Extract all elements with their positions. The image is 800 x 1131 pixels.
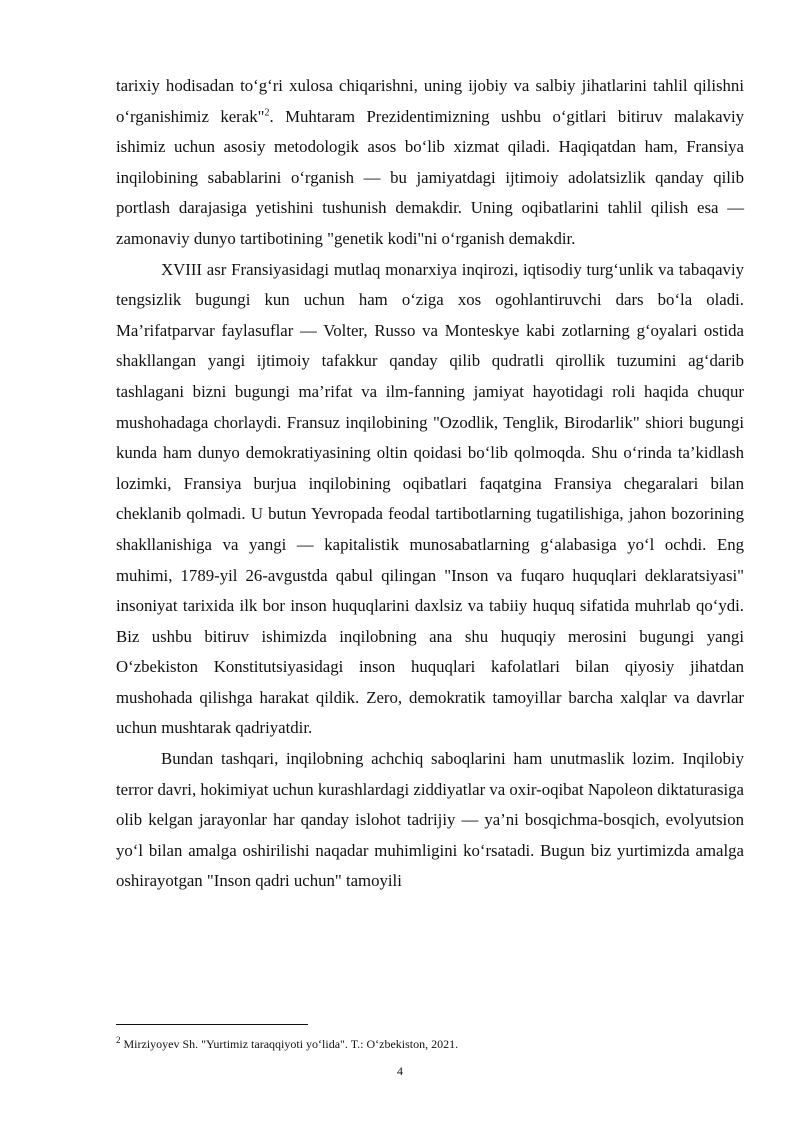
body-text: [116, 71, 744, 897]
footnote-number: 2: [116, 1035, 121, 1045]
paragraph-2: XVIII asr Fransiyasidagi mutlaq monarxiya inqirozi, iqtisodiy turg‘unlik va tabaqaviy tengsizlik bugungi kun uchun ham o‘ziga xos ogohlantiruvchi dars bo‘la oladi. Ma’rifatparvar faylasuflar — Volter, Russo va Monteskye kabi zotlarning g‘oyalari ostida shakllangan yangi ijtimoiy tafakkur qanday qilib qudratli qirollik tuzumini ag‘darib tashlagani bizni bugungi ma’rifat va ilm-fanning jamiyat hayotidagi roli haqida chuqur mushohadaga chorlaydi. Fransuz inqilobining "Ozodlik, Tenglik, Birodarlik" shiori bugungi kunda ham dunyo demokratiyasining oltin qoidasi bo‘lib qolmoqda. Shu o‘rinda ta’kidlash lozimki, Fransiya burjua inqilobining oqibatlari faqatgina Fransiya chegaralari bilan cheklanib qolmadi. U butun Yevropada feodal tartibotlarning tugatilishiga, jahon bozorining shakllanishiga va yangi — kapitalistik munosabatlarning g‘alabasiga yo‘l ochdi. Eng muhimi, 1789-yil 26-avgustda qabul qilingan "Inson va fuqaro huquqlari deklaratsiyasi" insoniyat tarixida ilk bor inson huquqlarini daxlsiz va tabiiy huquq sifatida muhrlab qo‘ydi. Biz ushbu bitiruv ishimizda inqilobning ana shu huquqiy merosini bugungi yangi O‘zbekiston Konstitutsiyasidagi inson huquqlari kafolatlari bilan qiyosiy jihatdan mushohada qilishga harakat qildik. Zero, demokratik tamoyillar barcha xalqlar va davrlar uchun mushtarak qadriyatdir.: [116, 259, 744, 738]
footnote-text: Mirziyoyev Sh. "Yurtimiz taraqqiyoti yo‘lida". T.: O‘zbekiston, 2021.: [123, 1037, 459, 1051]
footnote-separator: [116, 1024, 308, 1025]
paragraph-1-text-before-ref: tarixiy hodisadan to‘g‘ri xulosa chiqarishni, uning ijobiy va salbiy jihatlarini tahlil qilishni o‘rganishimiz kerak": [116, 76, 744, 126]
footnote: [116, 1036, 744, 1052]
paragraph-1-text-after-ref: . Muhtaram Prezidentimizning ushbu o‘gitlari bitiruv malakaviy ishimiz uchun asosiy metodologik asos bo‘lib xizmat qiladi. Haqiqatdan ham, Fransiya inqilobining sabablarini o‘rganish — bu jamiyatdagi ijtimoiy adolatsizlik qanday qilib portlash darajasiga yetishini tushunish demakdir. Uning oqibatlarini tahlil qilish esa — zamonaviy dunyo tartibotining "genetik kodi"ni o‘rganish demakdir.: [116, 106, 745, 248]
page-number: 4: [397, 1064, 403, 1078]
paragraph-continuation: [116, 71, 744, 255]
footnote-reference[interactable]: 2: [264, 107, 270, 118]
paragraph-3: Bundan tashqari, inqilobning achchiq saboqlarini ham unutmaslik lozim. Inqilobiy terror davri, hokimiyat uchun kurashlardagi ziddiyatlar va oxir-oqibat Napoleon diktaturasiga olib kelgan jarayonlar har qanday islohot tadrijiy — ya’ni bosqichma-bosqich, evolyutsion yo‘l bilan amalga oshirilishi naqadar muhimligini ko‘rsatadi. Bugun biz yurtimizda amalga oshirayotgan "Inson qadri uchun" tamoyili: [116, 749, 744, 891]
